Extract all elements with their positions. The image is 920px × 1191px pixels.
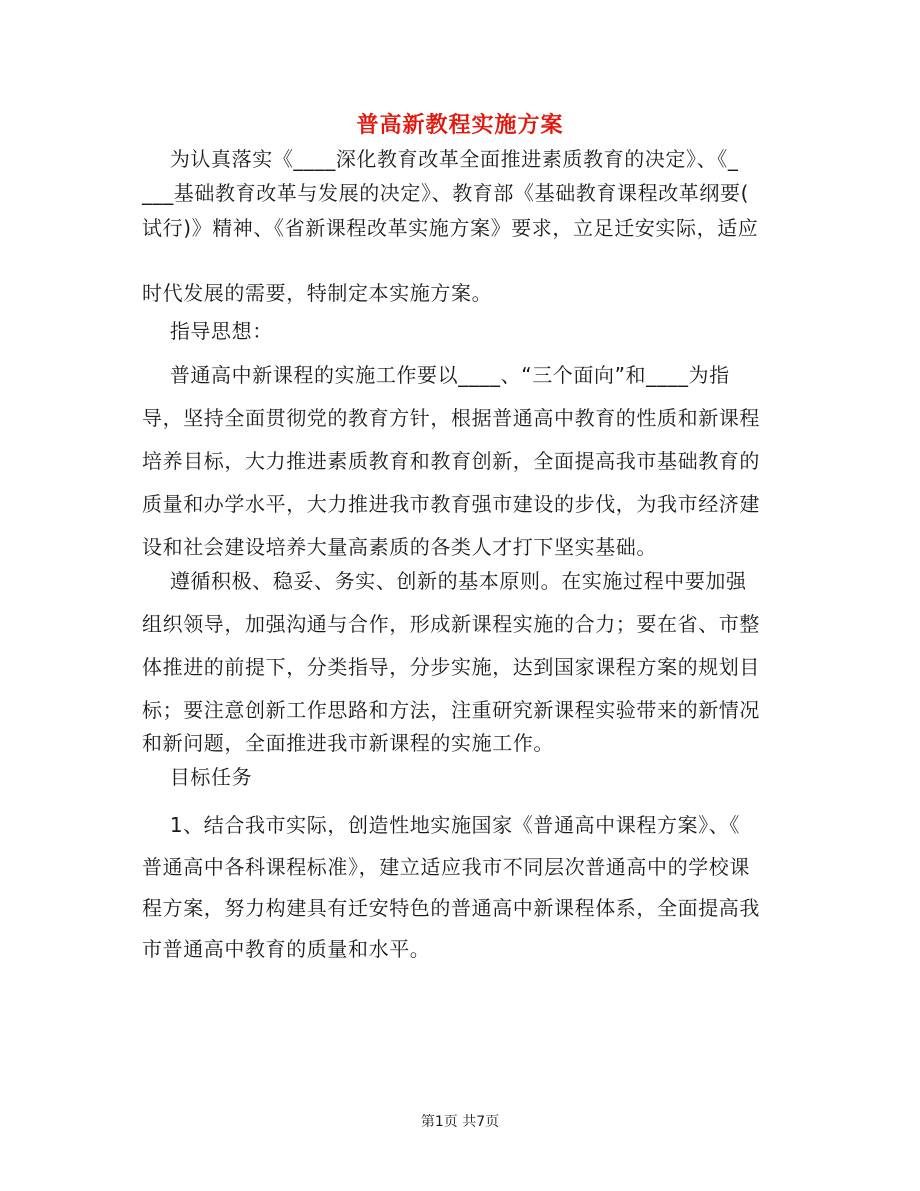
paragraph-line: 标；要注意创新工作思路和方法，注重研究新课程实验带来的新情况 [142,698,760,722]
paragraph-line: 和新问题，全面推进我市新课程的实施工作。 [142,731,554,755]
paragraph-line: 培养目标，大力推进素质教育和教育创新，全面提高我市基础教育的 [142,449,760,473]
paragraph-line: 普通高中各科课程标准》，建立适应我市不同层次普通高中的学校课 [142,855,750,879]
paragraph-line: 设和社会建设培养大量高素质的各类人才打下坚实基础。 [142,535,657,559]
page-footer: 第1页 共7页 [420,1114,500,1130]
paragraph-line: 1、结合我市实际，创造性地实施国家《普通高中课程方案》、《 [142,813,740,837]
paragraph-line: 为认真落实《____深化教育改革全面推进素质教育的决定》、《_ [142,147,739,171]
paragraph-line: 体推进的前提下，分类指导，分步实施，达到国家课程方案的规划目 [142,655,760,679]
section-heading: 目标任务 [142,765,253,789]
paragraph-line: ___基础教育改革与发展的决定》、教育部《基础教育课程改革纲要( [142,181,750,205]
paragraph-line: 试行)》精神、《省新课程改革实施方案》要求，立足迁安实际，适应 [142,216,759,240]
paragraph-line: 遵循积极、稳妥、务实、创新的基本原则。在实施过程中要加强 [142,569,747,593]
paragraph-line: 导，坚持全面贯彻党的教育方针，根据普通高中教育的性质和新课程 [142,406,760,430]
document-title: 普高新教程实施方案 [356,113,564,138]
paragraph-line: 时代发展的需要，特制定本实施方案。 [142,281,493,305]
section-heading: 指导思想： [142,319,273,343]
paragraph-line: 程方案，努力构建具有迁安特色的普通高中新课程体系，全面提高我 [142,896,760,920]
paragraph-line: 组织领导，加强沟通与合作，形成新课程实施的合力；要在省、市整 [142,612,760,636]
paragraph-line: 市普通高中教育的质量和水平。 [142,937,431,961]
paragraph-line: 普通高中新课程的实施工作要以____、“三个面向”和____为指 [142,363,730,387]
paragraph-line: 质量和办学水平，大力推进我市教育强市建设的步伐，为我市经济建 [142,492,760,516]
